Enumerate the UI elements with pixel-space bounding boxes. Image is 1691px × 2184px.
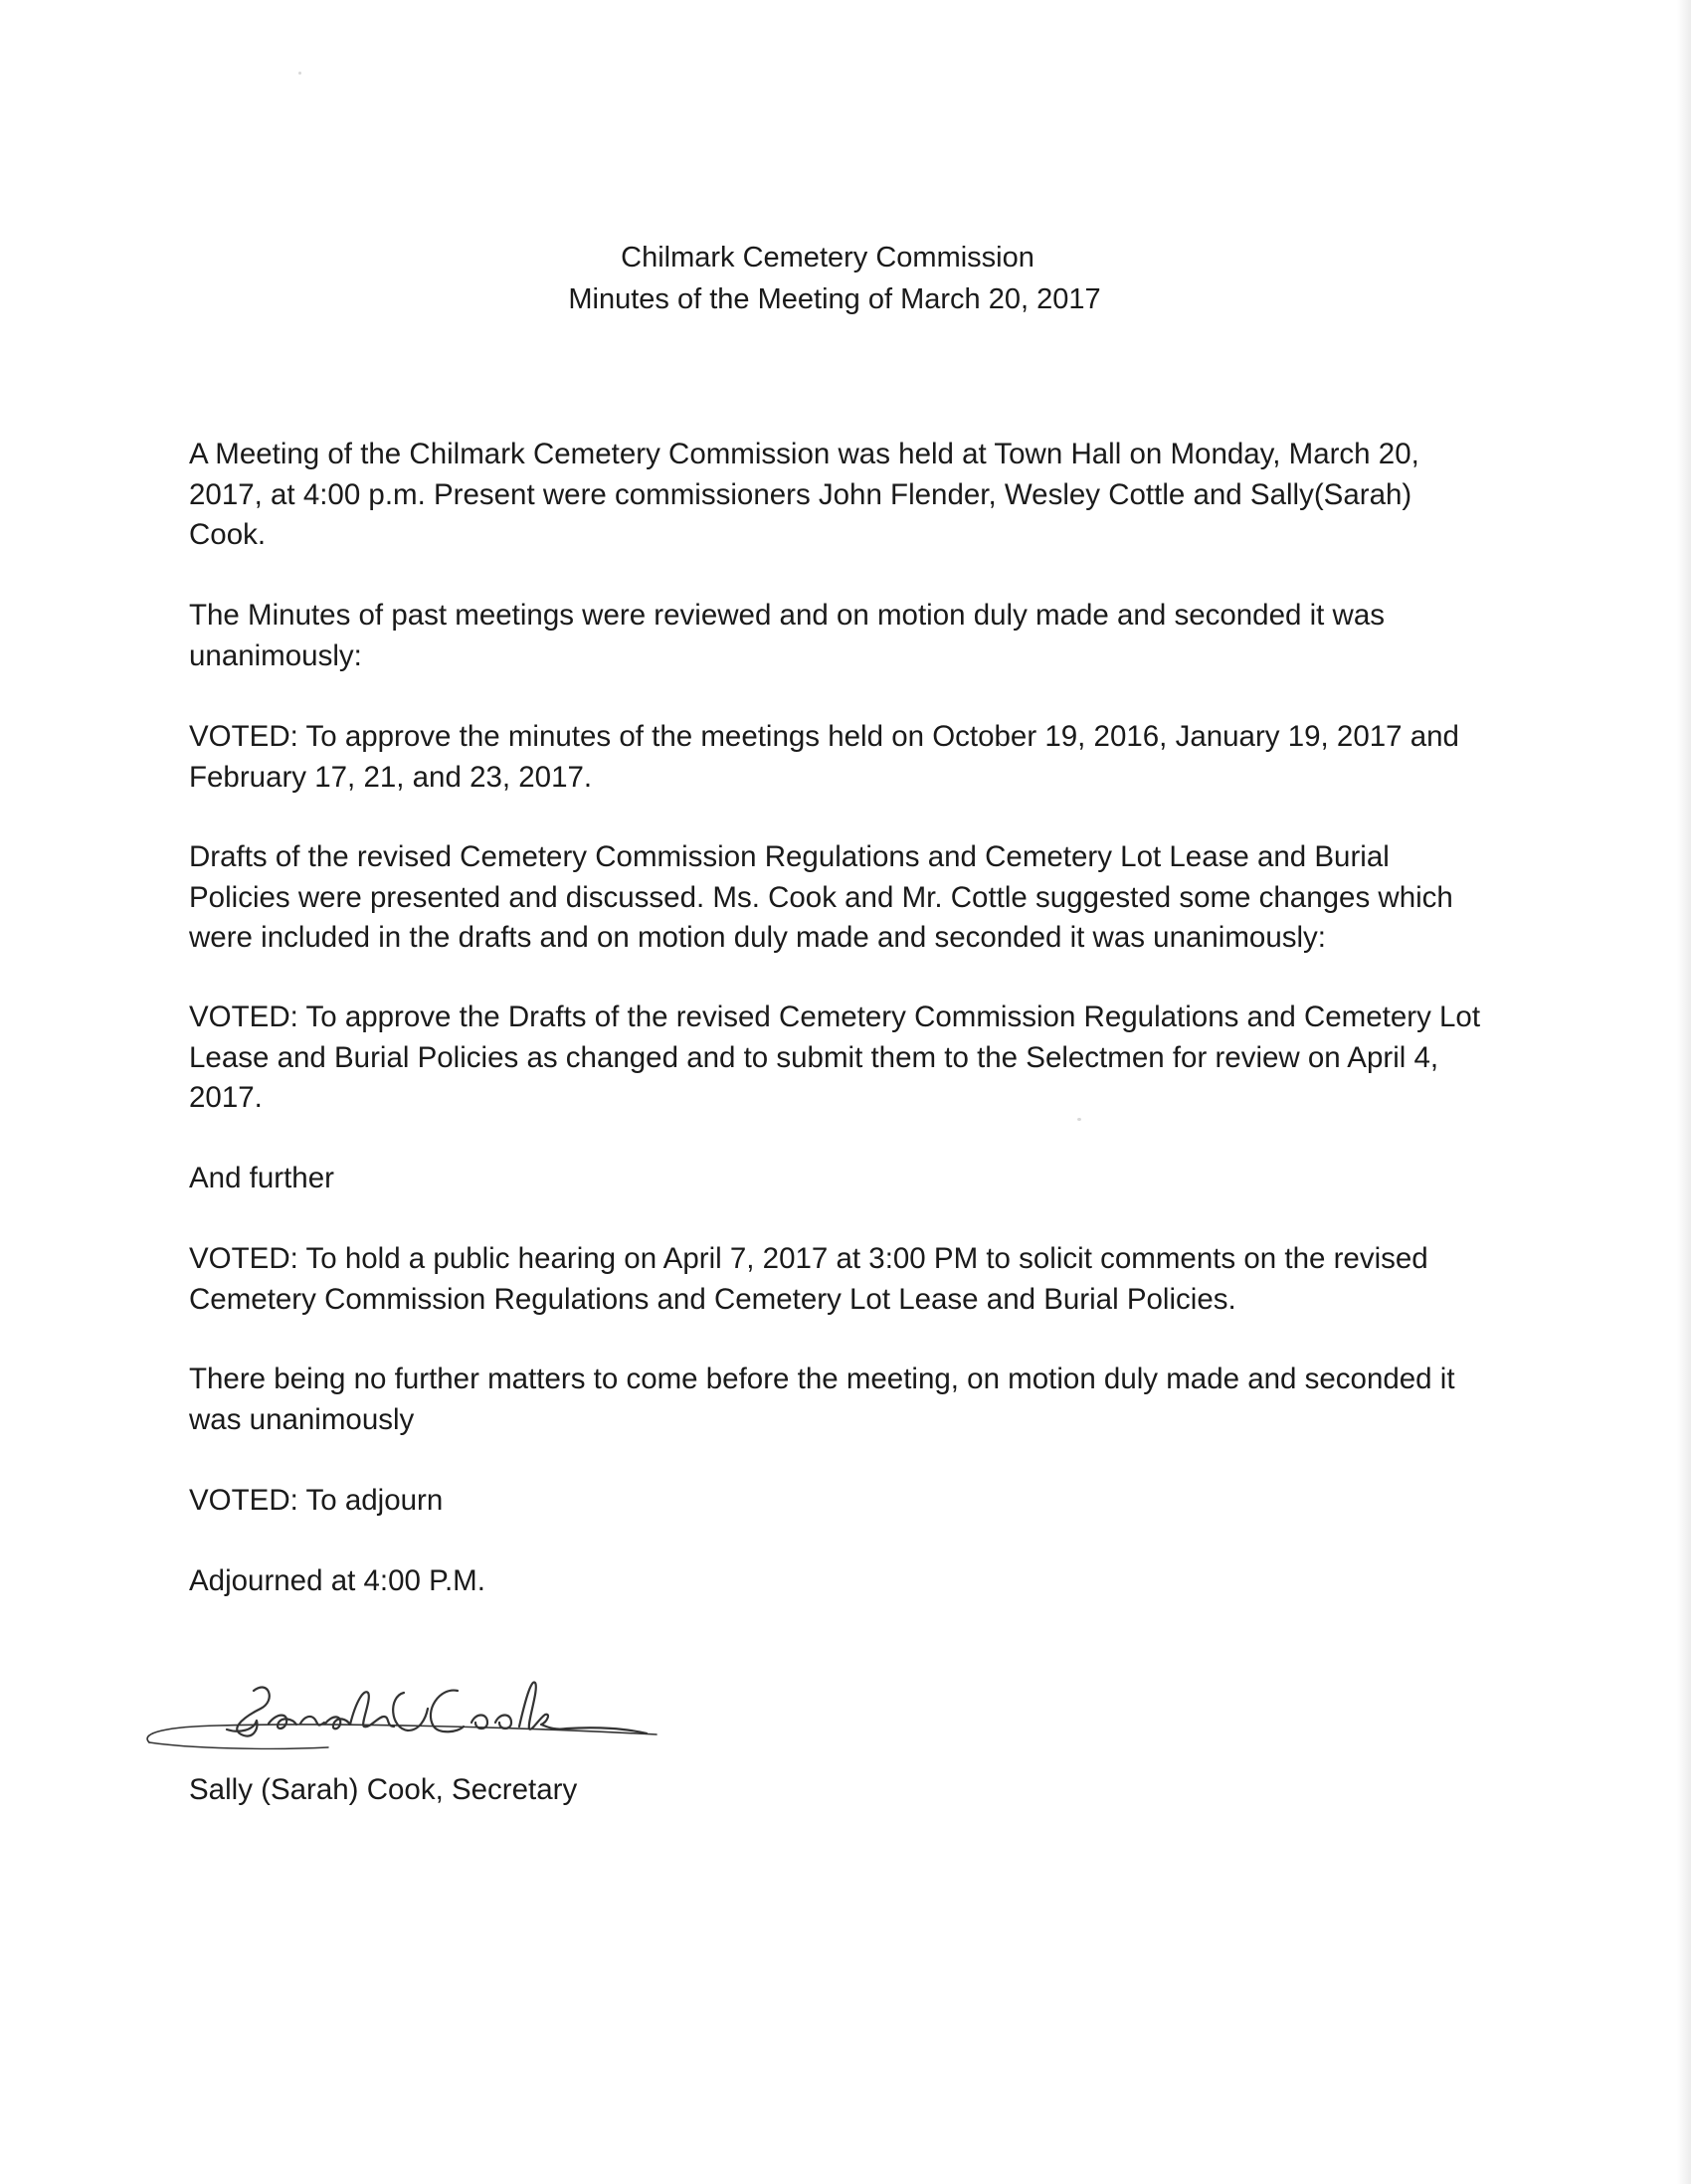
paragraph-vote-adjourn: VOTED: To adjourn [189,1484,444,1517]
organization-name: Chilmark Cemetery Commission [621,242,1034,273]
paragraph-vote-drafts: VOTED: To approve the Drafts of the revised Cemetery Commission Regulations and Cemetery Lot Lease and Burial Policies as changed and to submit them to the Selectmen for review on April 4, 2017. [189,1001,1481,1114]
paragraph-vote-minutes: VOTED: To approve the minutes of the meetings held on October 19, 2016, January 19, 2017 and February 17, 21, and 23, 2017. [189,720,1459,794]
scan-speck [298,72,301,75]
paragraph-no-further-matters: There being no further matters to come before the meeting, on motion duly made and seconded it was unanimously [189,1363,1455,1436]
handwritten-signature [129,1631,666,1760]
paragraph-minutes-review: The Minutes of past meetings were reviewed and on motion duly made and seconded it was unanimously: [189,599,1385,672]
paragraph-and-further: And further [189,1162,334,1194]
document-title: Minutes of the Meeting of March 20, 2017 [568,283,1101,315]
scan-edge-shadow [1677,0,1691,2184]
paragraph-vote-hearing: VOTED: To hold a public hearing on April 7, 2017 at 3:00 PM to solicit comments on the revised Cemetery Commission Regulations and Cemetery Lot Lease and Burial Policies. [189,1242,1428,1316]
paragraph-meeting-info: A Meeting of the Chilmark Cemetery Commission was held at Town Hall on Monday, March 20, 2017, at 4:00 p.m. Present were commissioners John Flender, Wesley Cottle and Sally(Sarah) Cook. [189,438,1419,551]
paragraph-adjourned-time: Adjourned at 4:00 P.M. [189,1564,485,1597]
signoff-name-title: Sally (Sarah) Cook, Secretary [189,1773,578,1806]
document-header [0,237,1669,320]
paragraph-drafts-discussion: Drafts of the revised Cemetery Commission Regulations and Cemetery Lot Lease and Burial Policies were presented and discussed. Ms. Cook and Mr. Cottle suggested some changes which were included in the drafts and on motion duly made and seconded it was unanimously: [189,840,1453,954]
